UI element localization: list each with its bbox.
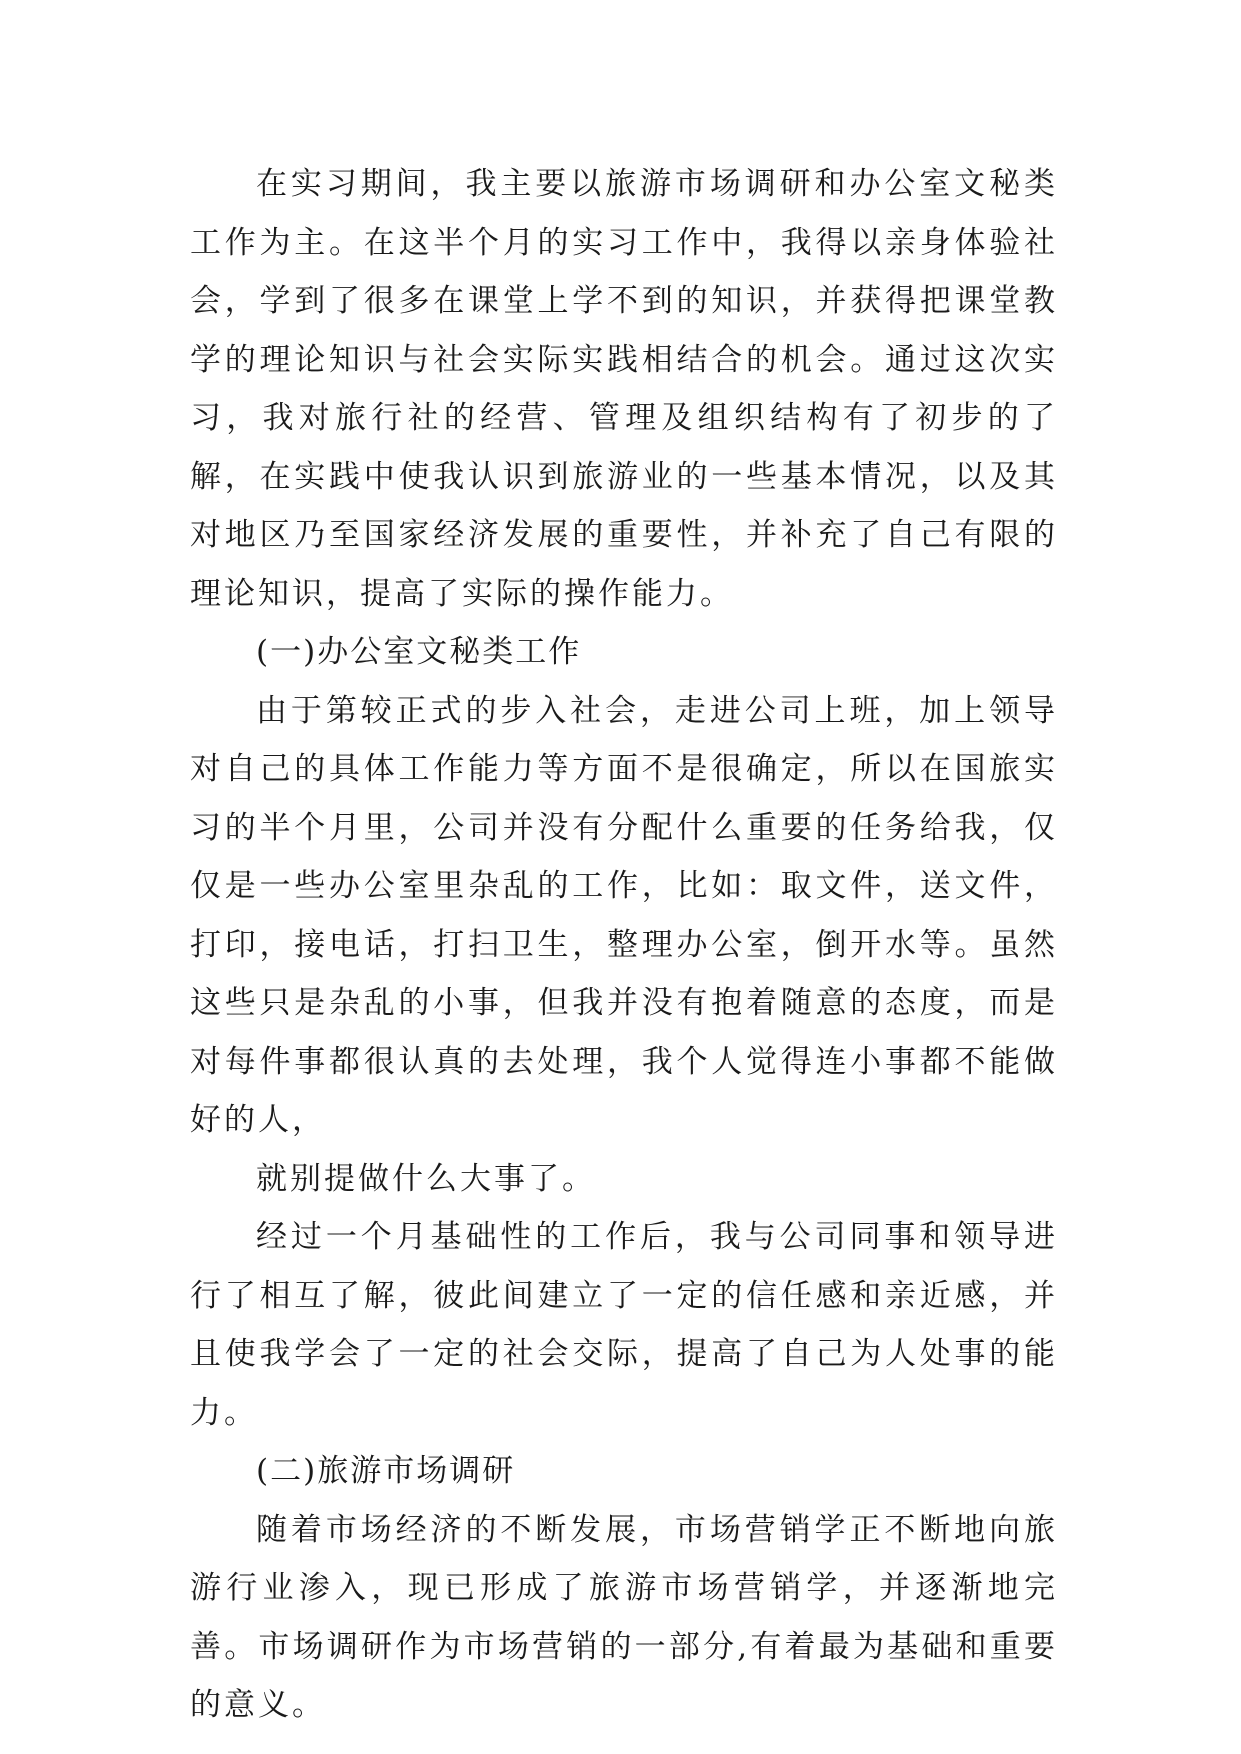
paragraph-big-things: 就别提做什么大事了。 [256,1160,596,1197]
section-heading-market-research: (二)旅游市场调研 [256,1453,516,1489]
section-heading-office-secretarial: (一)办公室文秘类工作 [256,634,582,670]
document-body [190,155,1058,1735]
paragraph-office-work: 由于第较正式的步入社会，走进公司上班，加上领导对自己的具体工作能力等方面不是很确定，所以在国旅实习的半个月里，公司并没有分配什么重要的任务给我，仅仅是一些办公室里杂乱的工作，比如：取文件，送文件，打印，接电话，打扫卫生，整理办公室，倒开水等。虽然这些只是杂乱的小事，但我并没有抱着随意的态度，而是对每件事都很认真的去处理，我个人觉得连小事都不能做好的人， [190,692,1058,1138]
paragraph-market-research: 随着市场经济的不断发展，市场营销学正不断地向旅游行业渗入，现已形成了旅游市场营销学，并逐渐地完善。市场调研作为市场营销的一部分,有着最为基础和重要的意义。 [190,1511,1058,1723]
paragraph-internship-overview: 在实习期间，我主要以旅游市场调研和办公室文秘类工作为主。在这半个月的实习工作中，我得以亲身体验社会，学到了很多在课堂上学不到的知识，并获得把课堂教学的理论知识与社会实际实践相结合的机会。通过这次实习，我对旅行社的经营、管理及组织结构有了初步的了解，在实践中使我认识到旅游业的一些基本情况，以及其对地区乃至国家经济发展的重要性，并补充了自己有限的理论知识，提高了实际的操作能力。 [190,166,1058,612]
paragraph-after-one-month: 经过一个月基础性的工作后，我与公司同事和领导进行了相互了解，彼此间建立了一定的信任感和亲近感，并且使我学会了一定的社会交际，提高了自己为人处事的能力。 [190,1219,1058,1431]
